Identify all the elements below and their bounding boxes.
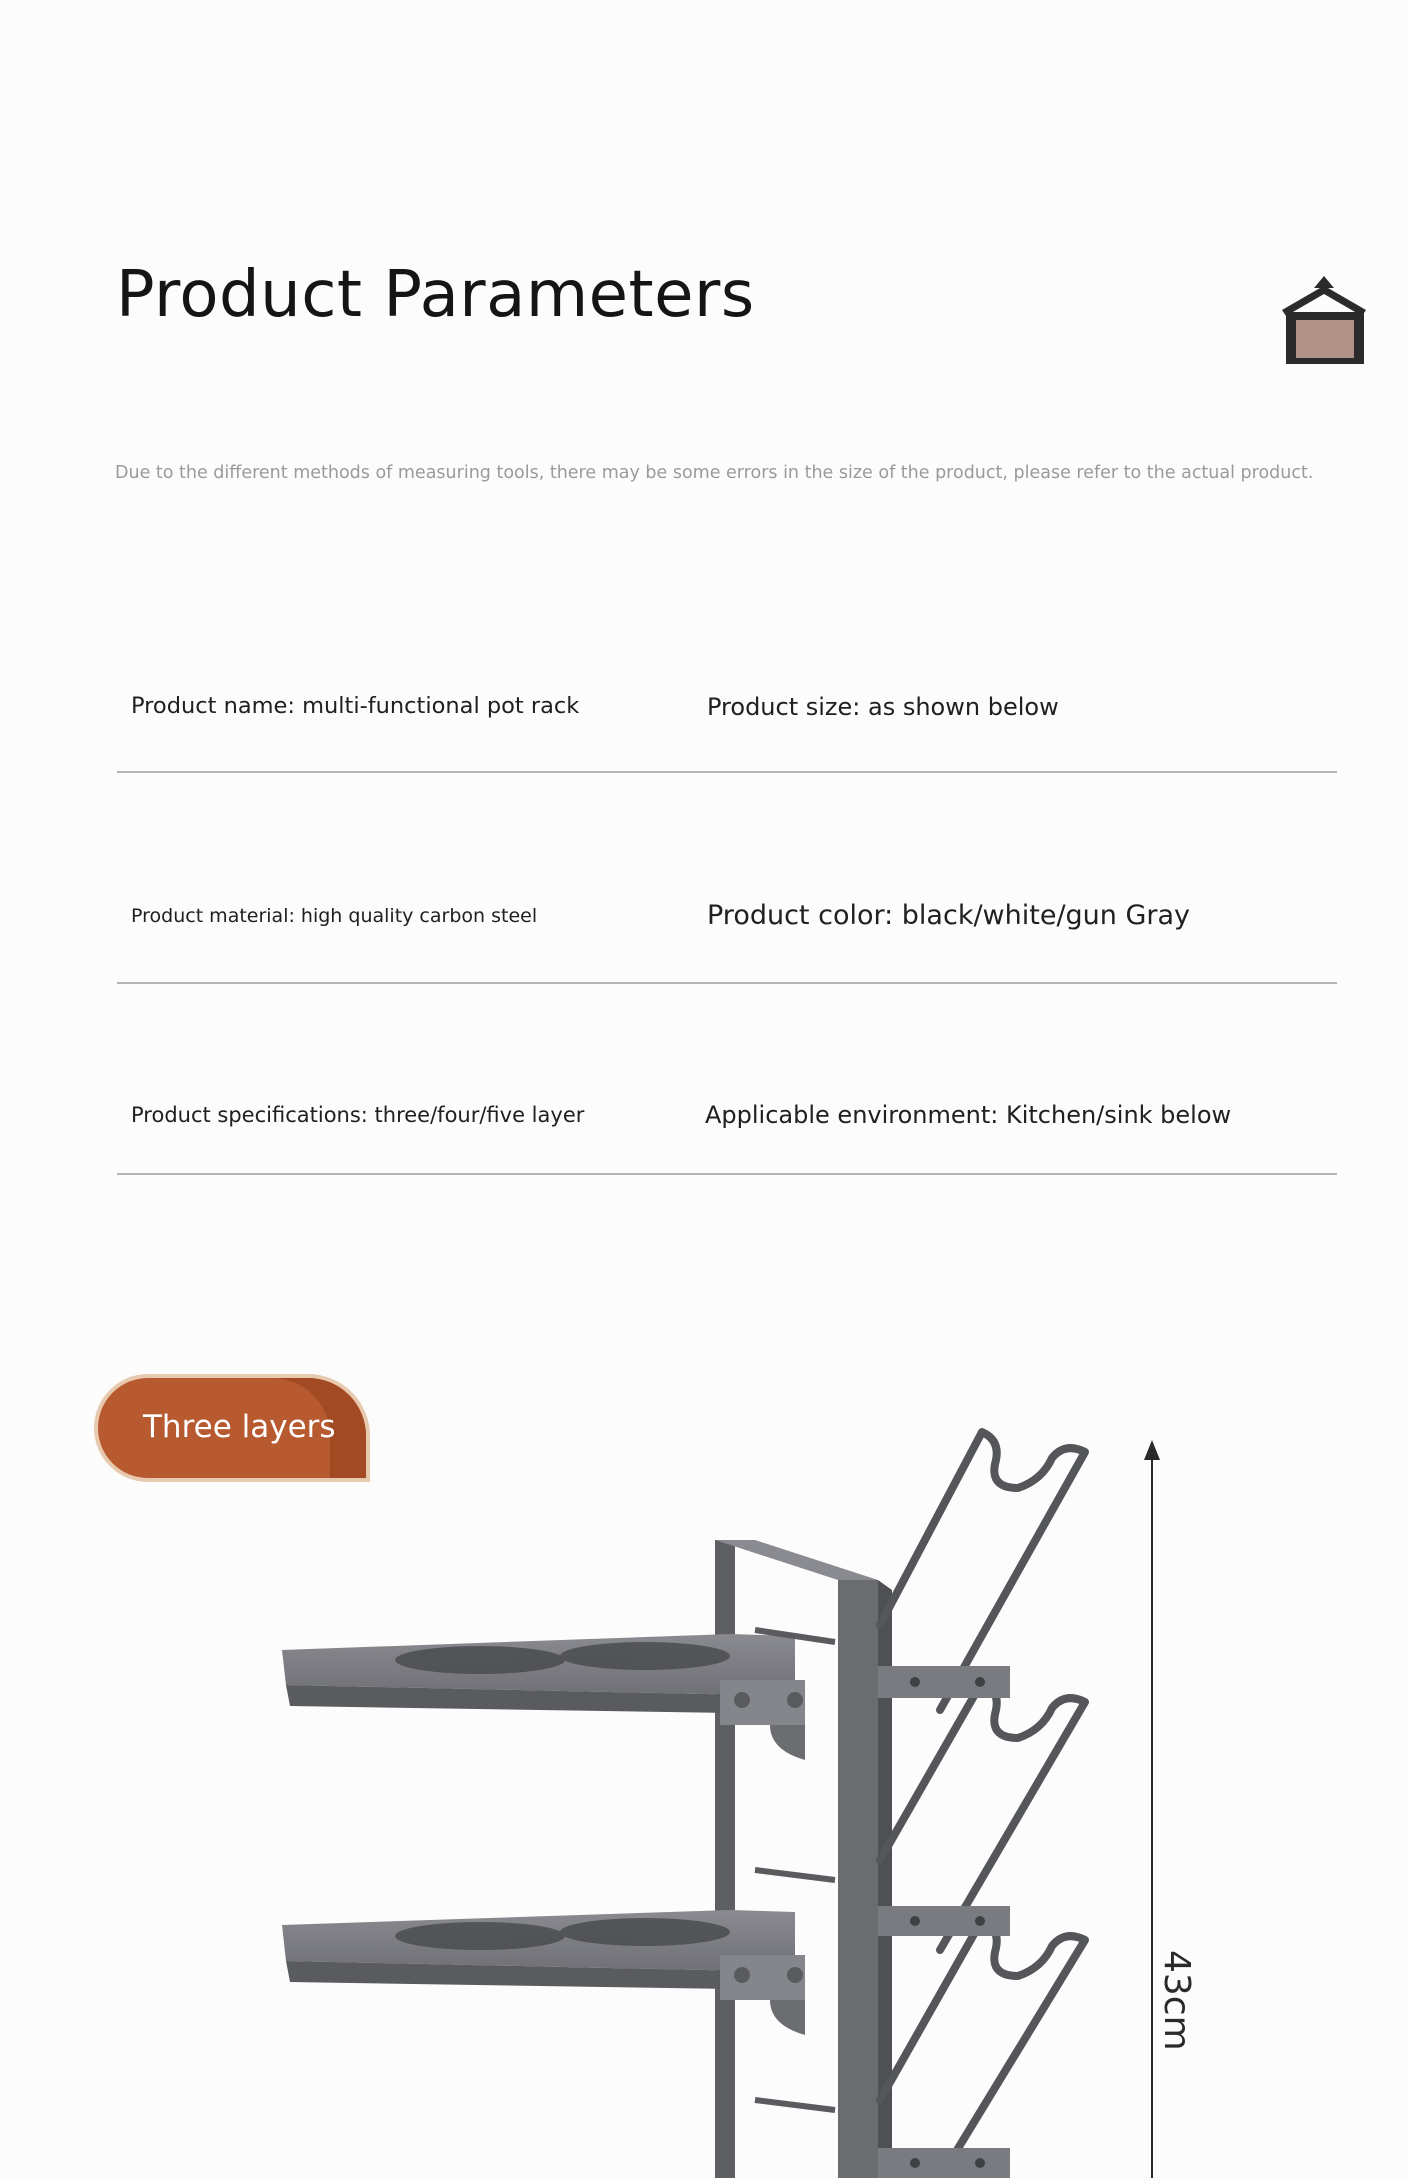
row-divider bbox=[117, 982, 1337, 984]
param-applicable-environment: Applicable environment: Kitchen/sink below bbox=[705, 1101, 1232, 1129]
page-title: Product Parameters bbox=[116, 258, 755, 332]
badge-label: Three layers bbox=[143, 1409, 336, 1445]
row-divider bbox=[117, 771, 1337, 773]
param-product-specifications: Product specifications: three/four/five layer bbox=[131, 1103, 585, 1127]
height-dimension-label: 43cm bbox=[1156, 1950, 1197, 2051]
pot-rack-illustration bbox=[210, 1380, 1230, 2178]
param-product-size: Product size: as shown below bbox=[707, 693, 1059, 721]
param-row bbox=[117, 650, 1337, 773]
param-product-material: Product material: high quality carbon steel bbox=[131, 905, 538, 927]
measurement-disclaimer: Due to the different methods of measuring tools, there may be some errors in the size of the product, please refer to the actual product. bbox=[115, 463, 1314, 483]
param-row bbox=[117, 1060, 1337, 1175]
param-row bbox=[117, 860, 1337, 984]
house-logo-icon bbox=[1276, 272, 1372, 366]
param-product-name: Product name: multi-functional pot rack bbox=[131, 693, 580, 719]
param-product-color: Product color: black/white/gun Gray bbox=[707, 900, 1191, 931]
row-divider bbox=[117, 1173, 1337, 1175]
